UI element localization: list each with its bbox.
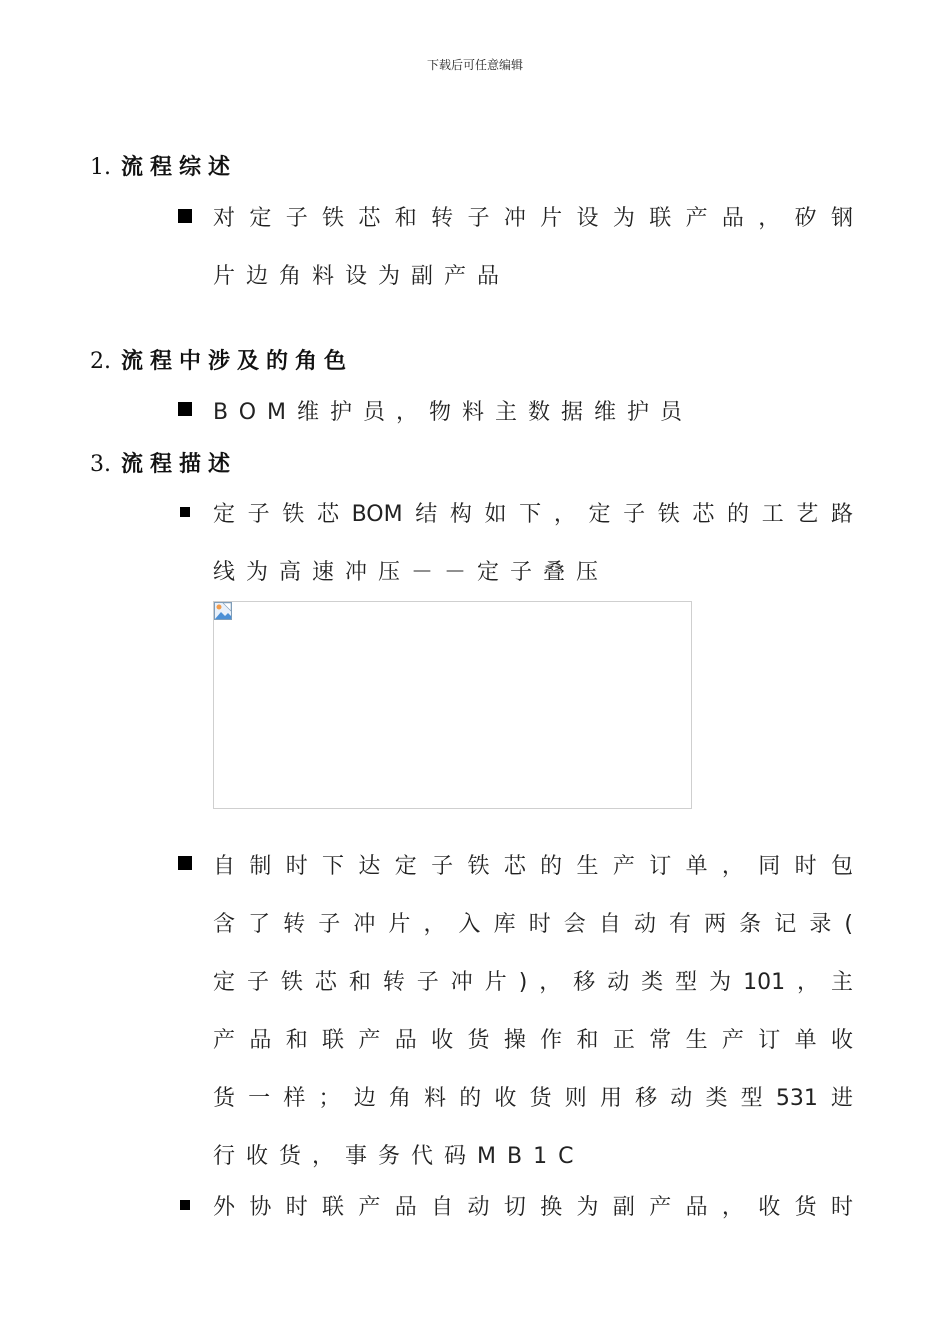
bullet-square — [180, 507, 190, 517]
section-title: 流程描述 — [121, 452, 238, 477]
section-heading-1 — [90, 150, 237, 181]
section-heading-2 — [90, 344, 353, 375]
page-header: 下载后可任意编辑 — [426, 58, 523, 72]
paragraph-line: 对定子铁芯和转子冲片设为联产品，矽钢 — [213, 206, 853, 231]
bullet-square — [178, 856, 192, 870]
paragraph-line: 含了转子冲片，入库时会自动有两条记录( — [213, 912, 853, 937]
bullet-square — [180, 1200, 190, 1210]
section-number: 1. — [90, 155, 111, 180]
section-number: 3. — [90, 452, 111, 477]
bullet-square — [178, 402, 192, 416]
paragraph-line: 自制时下达定子铁芯的生产订单，同时包 — [213, 854, 853, 879]
paragraph-line: BOM维护员，物料主数据维护员 — [213, 400, 694, 425]
paragraph-line: 片边角料设为副产品 — [213, 264, 511, 289]
paragraph-line: 定子铁芯和转子冲片)，移动类型为101，主 — [213, 970, 853, 995]
section-title: 流程中涉及的角色 — [121, 349, 354, 374]
bom-structure-image — [213, 601, 692, 809]
paragraph-line: 行收货，事务代码MB1C — [213, 1144, 585, 1169]
paragraph-line: 外协时联产品自动切换为副产品，收货时 — [213, 1195, 853, 1220]
paragraph-line: 定子铁芯BOM结构如下，定子铁芯的工艺路 — [213, 502, 853, 527]
paragraph-line: 货一样；边角料的收货则用移动类型531进 — [213, 1086, 853, 1111]
paragraph-line: 线为高速冲压－－定子叠压 — [213, 560, 610, 585]
section-title: 流程综述 — [121, 155, 238, 180]
paragraph-line: 产品和联产品收货操作和正常生产订单收 — [213, 1028, 853, 1053]
section-heading-3 — [90, 447, 237, 478]
broken-image-icon — [214, 602, 232, 620]
bullet-square — [178, 209, 192, 223]
section-number: 2. — [90, 349, 111, 374]
